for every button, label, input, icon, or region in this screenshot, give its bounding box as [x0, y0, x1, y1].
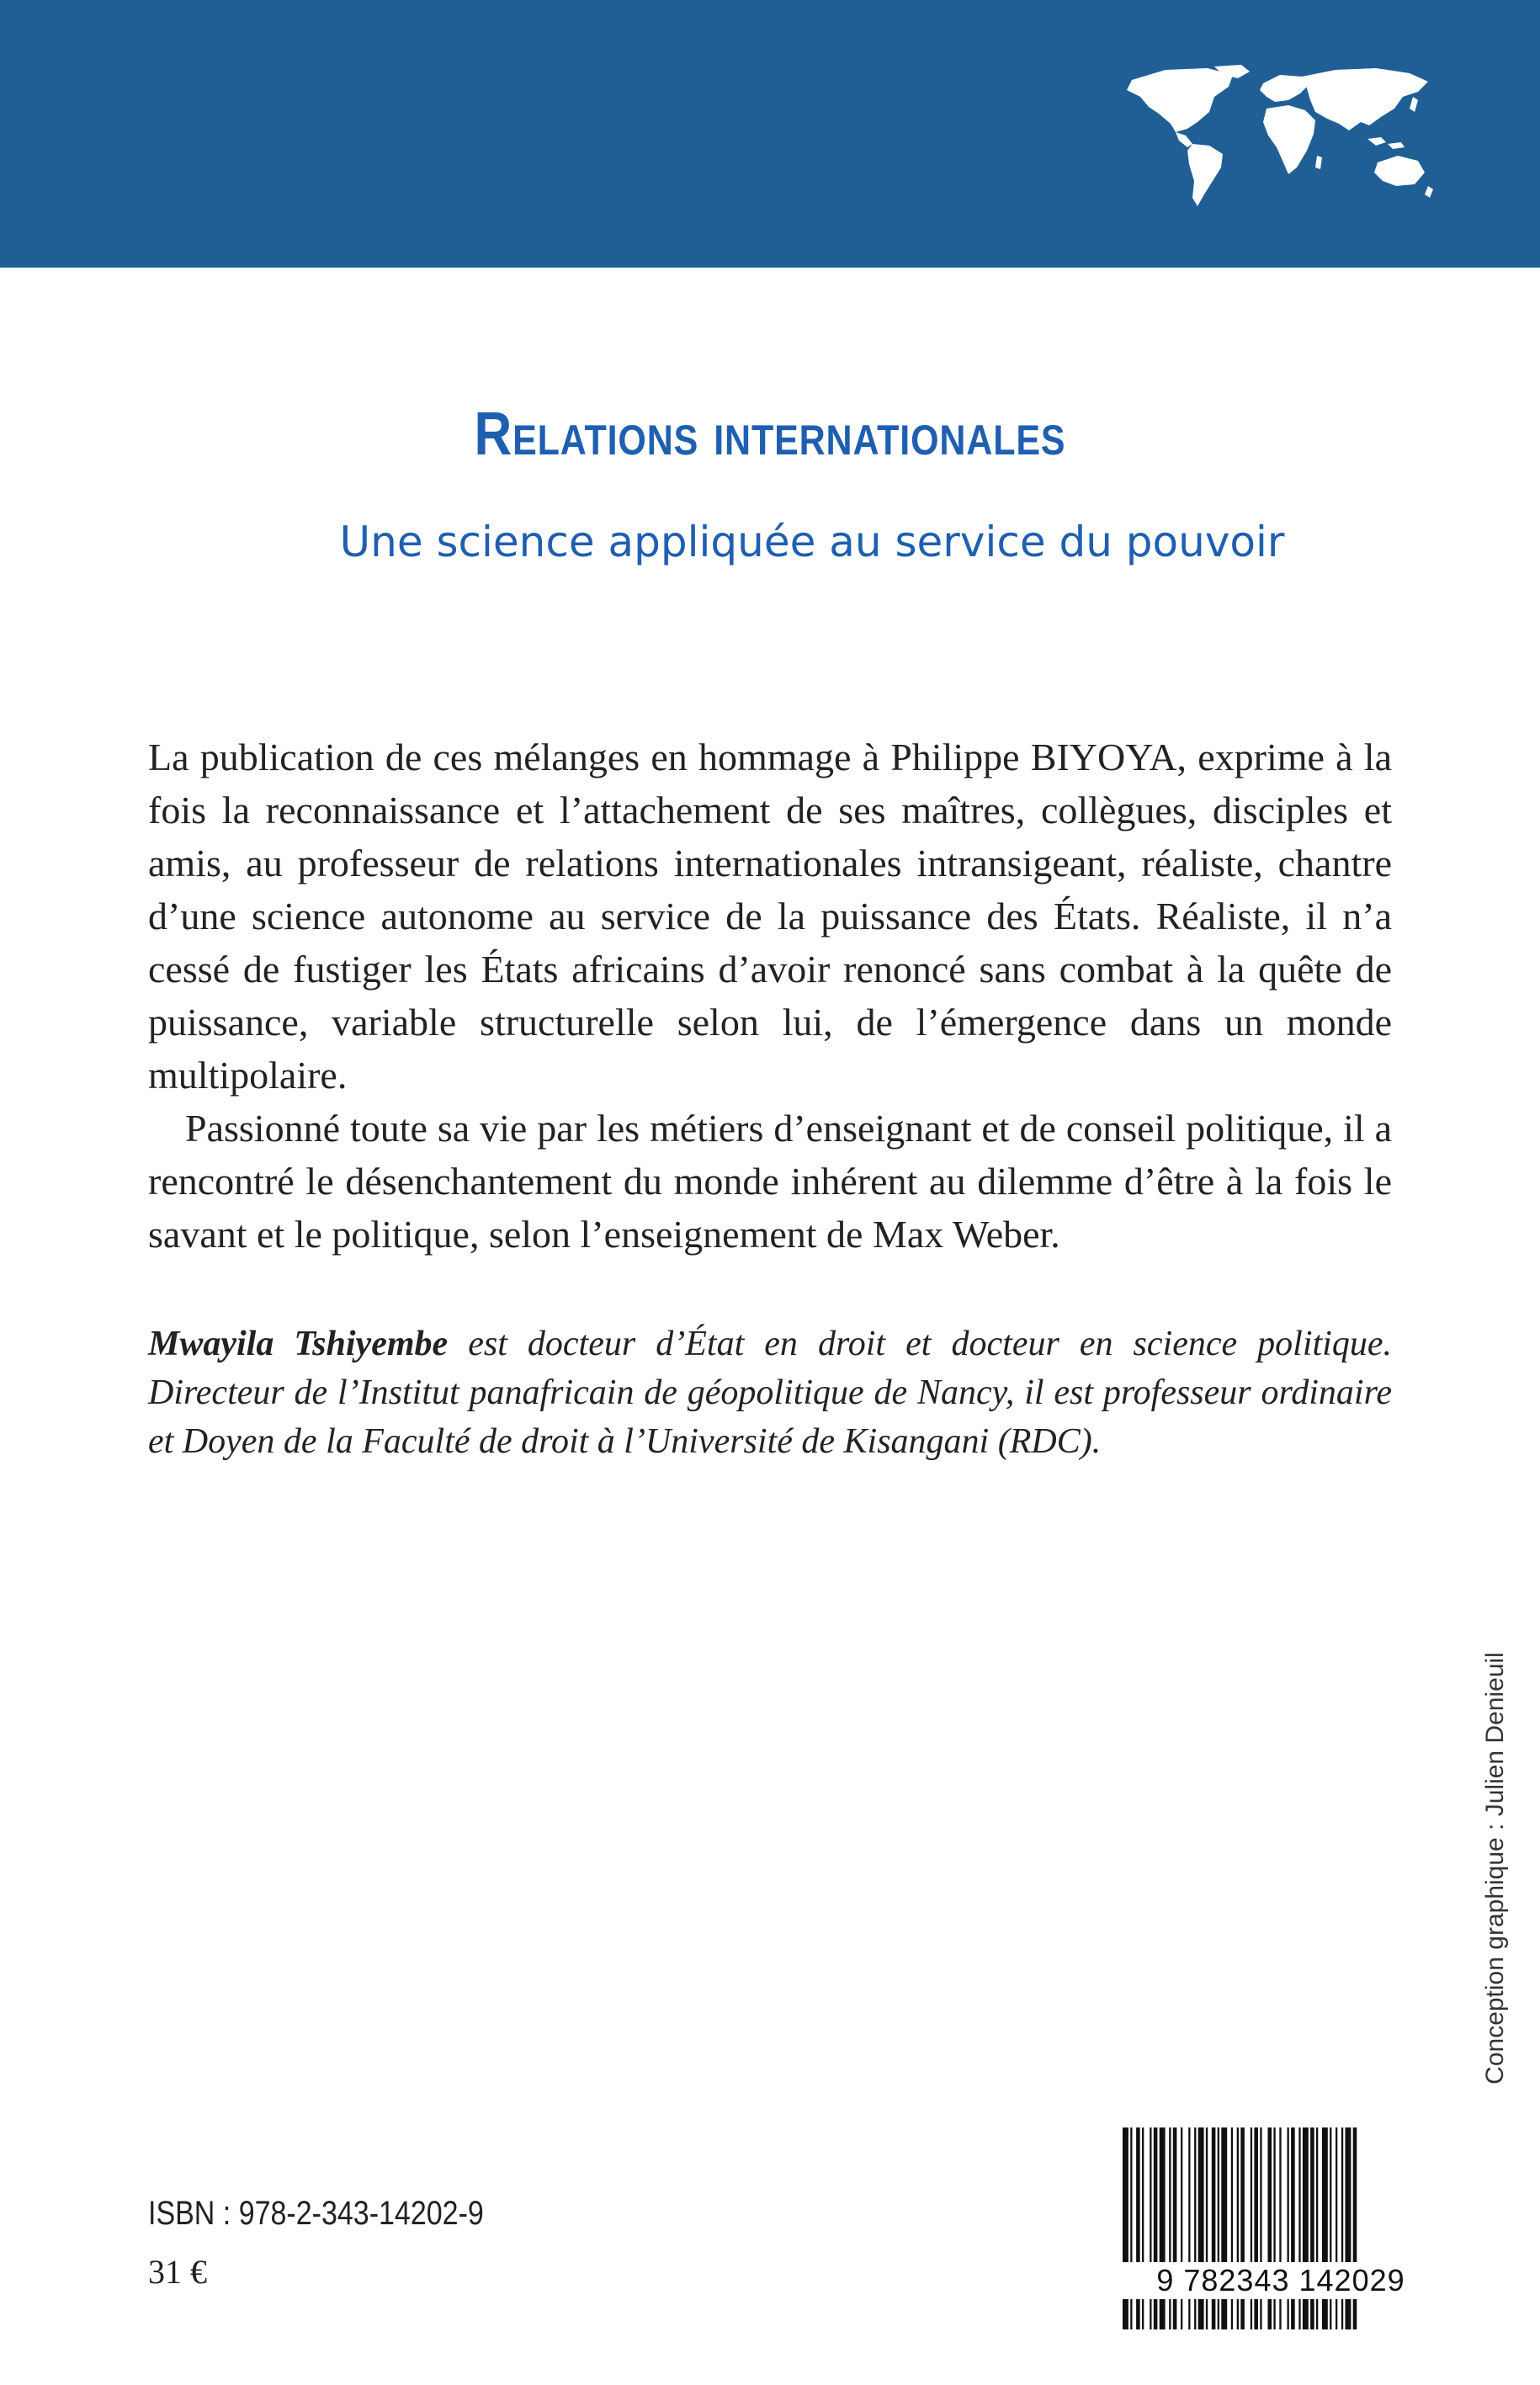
barcode-bar — [1169, 2127, 1171, 2329]
barcode-bar — [1341, 2127, 1343, 2329]
barcode-bar — [1336, 2127, 1337, 2329]
barcode-bar — [1181, 2127, 1182, 2329]
price: 31 € — [148, 2253, 207, 2291]
barcode-bar — [1330, 2127, 1331, 2329]
barcode-bar — [1123, 2127, 1128, 2329]
barcode-bar — [1198, 2127, 1204, 2329]
barcode-bar — [1188, 2127, 1190, 2329]
summary-paragraph-2: Passionné toute sa vie par les métiers d’enseignant et de conseil politique, il a rencontré le désenchantement du monde inhérent au dilemme d’être à la fois le savant et le politique, selon l’enseignement de Max Weber. — [148, 1107, 1392, 1256]
barcode-bar — [1310, 2127, 1314, 2329]
summary-paragraph-1: La publication de ces mélanges en hommage à Philippe BIYOYA, exprime à la fois la reconnaissance et l’attachement de ses maîtres, collègues, disciples et amis, au professeur de relations internationales intransigeant, réaliste, chantre d’une science autonome au service de la puissance des États. Réaliste, il n’a cessé de fustiger les États africains d’avoir renoncé sans combat à la quête de puissance, variable structurelle selon lui, de l’émergence dans un monde multipolaire. — [148, 736, 1392, 1097]
barcode-bar — [1322, 2127, 1328, 2329]
barcode-bar — [1231, 2127, 1233, 2329]
isbn: ISBN : 978-2-343-14202-9 — [148, 2195, 484, 2232]
barcode-bar — [1260, 2127, 1261, 2329]
barcode-bar — [1298, 2127, 1300, 2329]
barcode-bar — [1273, 2127, 1275, 2329]
barcode-bar — [1303, 2127, 1309, 2329]
barcode-bar — [1130, 2127, 1132, 2329]
barcode-bar — [1218, 2127, 1219, 2329]
barcode-icon — [1119, 2127, 1439, 2329]
barcode-bar — [1173, 2127, 1177, 2329]
barcode-bar — [1291, 2127, 1295, 2329]
barcode-bar — [1206, 2127, 1208, 2329]
summary-text — [148, 730, 1392, 1261]
barcode-bar — [1240, 2127, 1245, 2329]
barcode-bar — [1136, 2127, 1140, 2329]
barcode-bar — [1237, 2127, 1239, 2329]
book-title: Relations internationales — [474, 401, 1066, 468]
author-name: Mwayila Tshiyembe — [148, 1325, 449, 1363]
author-bio — [148, 1320, 1392, 1466]
barcode-bar — [1288, 2127, 1289, 2329]
book-subtitle: Une science appliquée au service du pouvoir — [339, 518, 1285, 566]
world-map-icon — [1115, 63, 1443, 210]
barcode-bar — [1212, 2127, 1216, 2329]
barcode-bar — [1160, 2127, 1166, 2329]
barcode-bar — [1154, 2127, 1158, 2329]
barcode-bar — [1346, 2127, 1351, 2329]
barcode-bar — [1279, 2127, 1281, 2329]
barcode-bar — [1150, 2127, 1151, 2329]
barcode-bar — [1268, 2127, 1272, 2329]
barcode-number: 9 782343 142029 — [1113, 2262, 1449, 2299]
barcode-bar — [1316, 2127, 1318, 2329]
barcode-bar — [1254, 2127, 1258, 2329]
design-credit: Conception graphique : Julien Denieuil — [1481, 1652, 1509, 2085]
barcode-bar — [1142, 2127, 1144, 2329]
barcode-bar — [1221, 2127, 1227, 2329]
barcode-bar — [1194, 2127, 1196, 2329]
barcode-bar — [1353, 2127, 1357, 2329]
barcode-bar — [1251, 2127, 1252, 2329]
author-bio-text: est docteur d’État en droit et docteur en science politique. Directeur de l’Institut panafricain de géopolitique de Nancy, il est professeur ordinaire et Doyen de la Faculté de droit à l’Université de Kisangani (RDC). — [148, 1325, 1392, 1461]
